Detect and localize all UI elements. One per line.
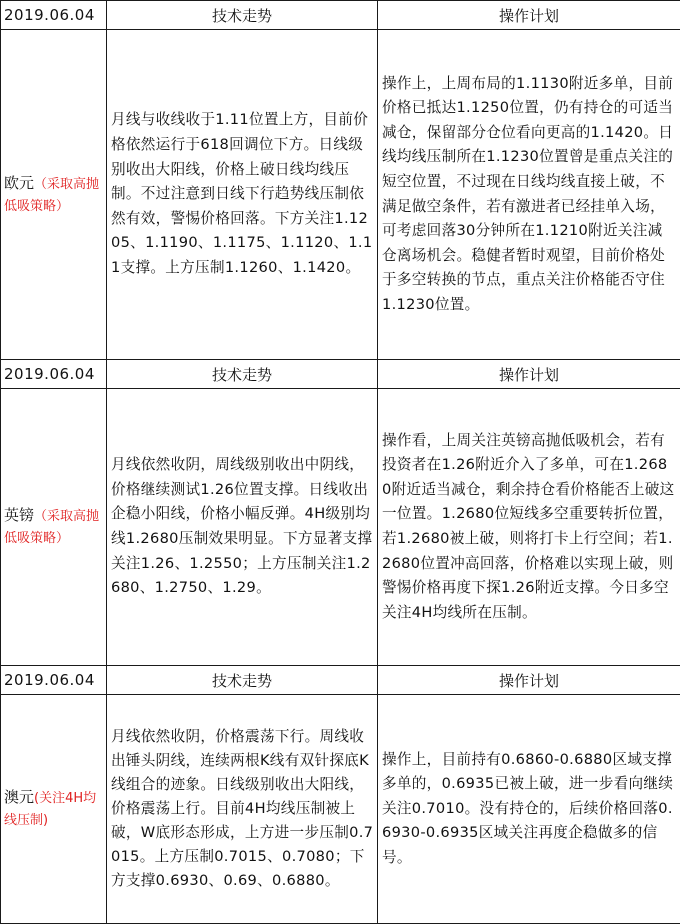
- plan-column-header: 操作计划: [378, 666, 680, 695]
- trend-text: 月线依然收阴，周线级别收出中阴线，价格继续测试1.26位置支撑。日线收出企稳小阳线，价格小幅反弹。4H级别均线1.2680压制效果明显。下方显著支撑关注1.26、1.2550；上方压制关注1.2680、1.2750、1.29。: [107, 389, 378, 666]
- trend-text: 月线依然收阴，价格震荡下行。周线收出锤头阴线，连续两根K线有双针探底K线组合的迹象。日线级别收出大阳线，价格震荡上行。目前4H均线压制被上破，W底形态形成，上方进一步压制0.7015。上方压制0.7015、0.7080；下方支撑0.6930、0.69、0.6880。: [107, 695, 378, 924]
- date-cell: 2019.06.04: [1, 360, 107, 389]
- section-header-row: [1, 1, 680, 30]
- plan-column-header: 操作计划: [378, 1, 680, 30]
- plan-text: 操作看，上周关注英镑高抛低吸机会，若有投资者在1.26附近介入了多单，可在1.2680附近适当减仓，剩余持仓看价格能否上破这一位置。1.2680位短线多空重要转折位置，若1.2680被上破，则将打卡上行空间；若1.2680位置冲高回落，价格难以实现上破，则警惕价格再度下探1.26附近支撑。今日多空关注4H均线所在压制。: [378, 389, 680, 666]
- section-header-row: [1, 666, 680, 695]
- currency-name: 英镑: [4, 506, 34, 524]
- plan-text: 操作上，上周布局的1.1130附近多单，目前价格已抵达1.1250位置，仍有持仓的可适当减仓，保留部分仓位看向更高的1.1420。日线均线压制所在1.1230位置曾是重点关注的短空位置，不过现在日线均线直接上破，不满足做空条件，若有激进者已经挂单入场，可考虑回落30分钟所在1.1210附近关注减仓离场机会。稳健者暂时观望，目前价格处于多空转换的节点，重点关注价格能否守住1.1230位置。: [378, 30, 680, 360]
- currency-cell: [1, 695, 107, 924]
- section-content-row: [1, 389, 680, 666]
- currency-name: 欧元: [4, 174, 34, 192]
- trend-column-header: 技术走势: [107, 360, 378, 389]
- plan-column-header: 操作计划: [378, 360, 680, 389]
- trend-column-header: 技术走势: [107, 666, 378, 695]
- date-cell: 2019.06.04: [1, 1, 107, 30]
- plan-text: 操作上，目前持有0.6860-0.6880区域支撑多单的，0.6935已被上破，进一步看向继续关注0.7010。没有持仓的，后续价格回落0.6930-0.6935区域关注再度企稳做多的信号。: [378, 695, 680, 924]
- trend-column-header: 技术走势: [107, 1, 378, 30]
- section-content-row: [1, 695, 680, 924]
- section-header-row: [1, 360, 680, 389]
- date-cell: 2019.06.04: [1, 666, 107, 695]
- strategy-note: (关注4H均线压制): [4, 791, 96, 828]
- section-content-row: [1, 30, 680, 360]
- currency-cell: [1, 30, 107, 360]
- strategy-note: （采取高抛低吸策略）: [4, 177, 99, 214]
- strategy-note: （采取高抛低吸策略）: [4, 509, 99, 546]
- trend-text: 月线与收线收于1.11位置上方，目前价格依然运行于618回调位下方。日线级别收出大阳线，价格上破日线均线压制。不过注意到日线下行趋势线压制依然有效，警惕价格回落。下方关注1.1205、1.1190、1.1175、1.1120、1.11支撑。上方压制1.1260、1.1420。: [107, 30, 378, 360]
- currency-name: 澳元: [4, 788, 34, 806]
- currency-cell: [1, 389, 107, 666]
